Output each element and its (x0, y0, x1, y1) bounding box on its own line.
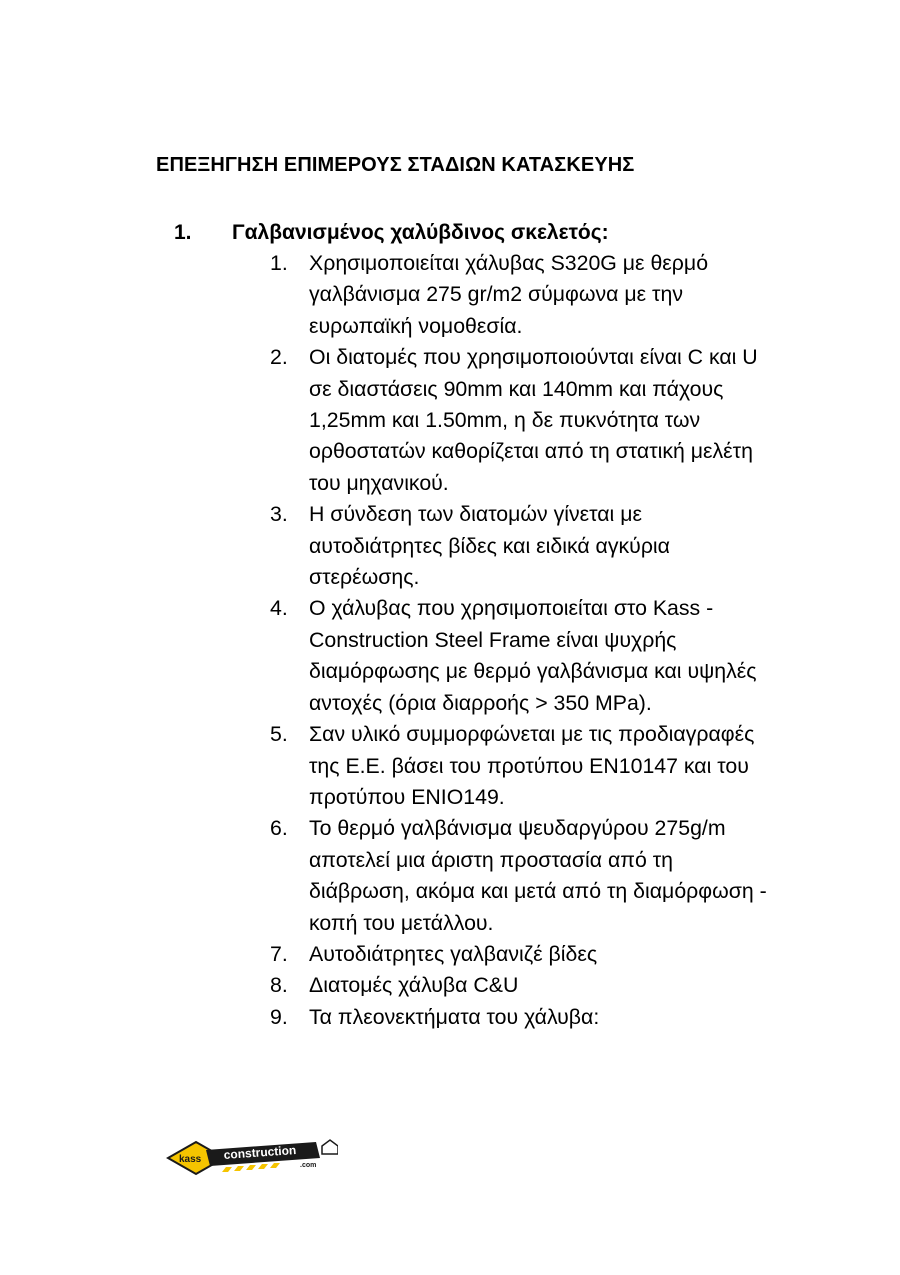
item-text: Διατομές χάλυβα C&U (309, 973, 519, 998)
list-item (270, 342, 770, 499)
list-item (270, 970, 770, 1001)
item-number: 1. (270, 251, 288, 275)
section-number: 1. (174, 221, 192, 244)
page-title: ΕΠΕΞΗΓΗΣΗ ΕΠΙΜΕΡΟΥΣ ΣΤΑΔΙΩΝ ΚΑΤΑΣΚΕΥΗΣ (156, 154, 635, 176)
item-number: 8. (270, 973, 288, 998)
item-number: 3. (270, 502, 288, 527)
item-text: Τα πλεονεκτήματα του χάλυβα: (309, 1004, 600, 1029)
logo-word-left: kass (179, 1154, 202, 1165)
item-number: 6. (270, 816, 288, 841)
kass-construction-logo (166, 1136, 338, 1176)
section-heading (174, 218, 794, 248)
item-text: Η σύνδεση των διατομών γίνεται με αυτοδιάτρητες βίδες και ειδικά αγκύρια στερέωσης. (309, 502, 670, 590)
item-text: Οι διατομές που χρησιμοποιούνται είναι C και U σε διαστάσεις 90mm και 140mm και πάχους 1,25mm και 1.50mm, η δε πυκνότητα των ορθοστατών καθορίζεται από τη στατική μελέτη του μηχανικού. (309, 345, 758, 495)
item-number: 5. (270, 722, 288, 747)
item-number: 9. (270, 1004, 288, 1029)
list-item (270, 719, 770, 813)
logo-word-right: construction (223, 1142, 297, 1162)
item-text: Σαν υλικό συμμορφώνεται με τις προδιαγραφές της Ε.Ε. βάσει του προτύπου ΕΝ10147 και του προτύπου ΕΝΙΟ149. (309, 722, 755, 809)
logo-suffix: .com (300, 1162, 317, 1169)
item-text: Το θερμό γαλβάνισμα ψευδαργύρου 275g/m αποτελεί μια άριστη προστασία από τη διάβρωση, ακόμα και μετά από τη διαμόρφωση - κοπή του μετάλλου. (309, 816, 767, 935)
item-text: Ο χάλυβας που χρησιμοποιείται στο Kass -Construction Steel Frame είναι ψυχρής διαμόρφωσης με θερμό γαλβάνισμα και υψηλές αντοχές (όρια διαρροής > 350 MPa). (309, 596, 757, 715)
list-item (270, 939, 770, 970)
section-steel-frame (174, 218, 794, 1029)
item-number: 2. (270, 345, 288, 370)
item-number: 4. (270, 596, 288, 621)
house-icon (322, 1140, 338, 1154)
list-item (270, 1002, 770, 1033)
item-text: Χρησιμοποιείται χάλυβας S320G με θερμό γαλβάνισμα 275 gr/m2 σύμφωνα με την ευρωπαϊκή νομοθεσία. (309, 251, 709, 338)
list-item (270, 248, 770, 342)
item-list (270, 248, 770, 1033)
section-title: Γαλβανισμένος χαλύβδινος σκελετός: (232, 221, 609, 244)
item-number: 7. (270, 941, 288, 966)
list-item (270, 499, 770, 593)
list-item (270, 813, 770, 939)
list-item (270, 593, 770, 719)
item-text: Αυτοδιάτρητες γαλβανιζέ βίδες (309, 941, 598, 966)
